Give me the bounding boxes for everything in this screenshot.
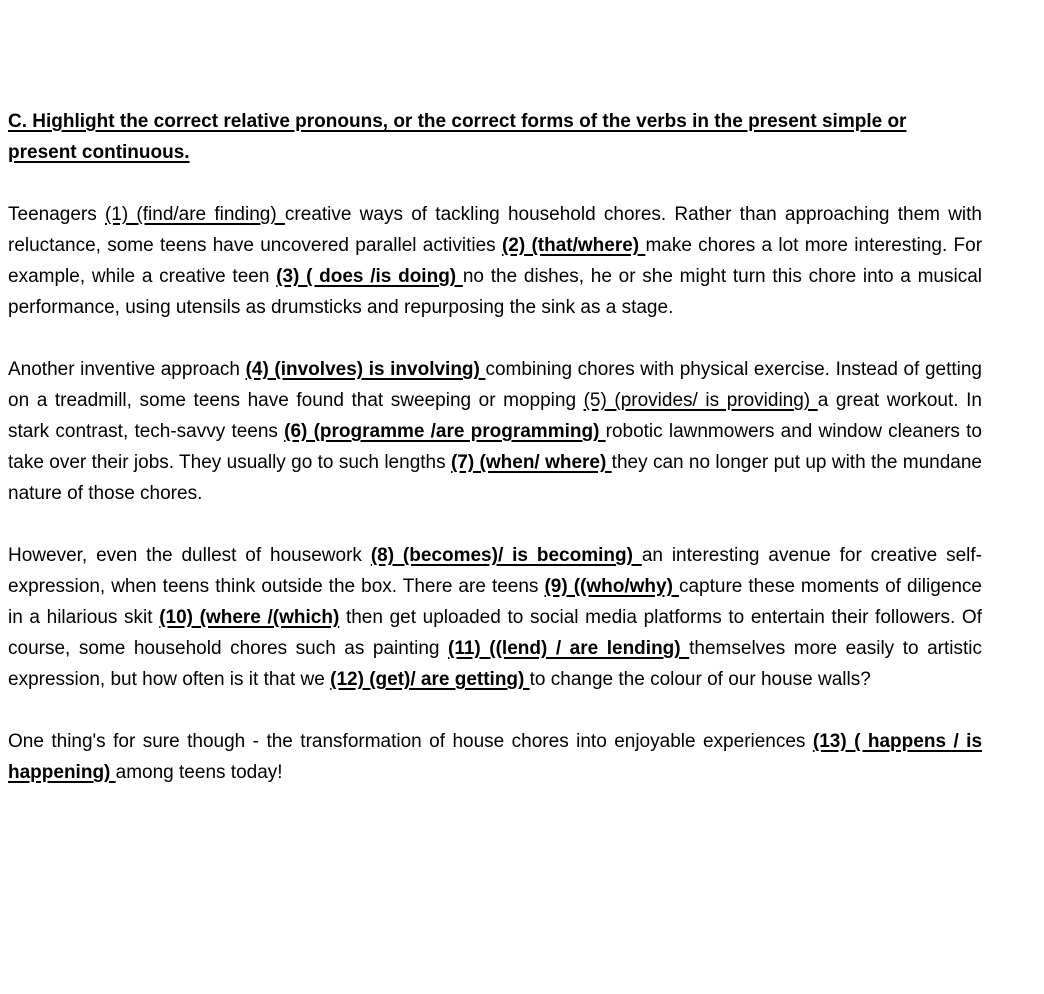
paragraph <box>8 540 982 695</box>
text-run: no the dishes, he or she might turn this chore into a musical performance, using utensils as drumsticks and repurposing the sink as a stage. <box>8 266 982 318</box>
option-4: (4) (involves) is involving) <box>245 359 486 380</box>
option-6: (6) (programme /are programming) <box>284 421 606 442</box>
text-run: Another inventive approach <box>8 359 246 380</box>
exercise-body <box>8 199 982 788</box>
option-5: (5) (provides/ is providing) <box>583 390 818 411</box>
option-13: (13) ( happens / is happening) <box>8 731 983 783</box>
text-run: to change the colour of our house walls? <box>529 669 871 690</box>
text-run: make chores a lot more interesting. For example, while a creative teen <box>8 235 983 287</box>
paragraph <box>8 726 982 788</box>
option-9: (9) ((who/why) <box>544 576 679 597</box>
text-run: combining chores with physical exercise. Instead of getting on a treadmill, some teens have found that sweeping or mopping <box>8 359 982 411</box>
option-8: (8) (becomes)/ is becoming) <box>370 545 642 566</box>
exercise-heading: C. Highlight the correct relative pronouns, or the correct forms of the verbs in the present simple or present continuous. <box>8 111 907 163</box>
text-run: among teens today! <box>115 762 283 783</box>
option-12: (12) (get)/ are getting) <box>330 669 530 690</box>
paragraph <box>8 199 982 323</box>
text-run: However, even the dullest of housework <box>8 545 371 566</box>
text-run: creative ways of tackling household chores. Rather than approaching them with reluctance, some teens have uncovered parallel activities <box>8 204 982 256</box>
option-11: (11) ((lend) / are lending) <box>448 638 690 659</box>
option-2: (2) (that/where) <box>501 235 646 256</box>
text-run: then get uploaded to social media platforms to entertain their followers. Of course, some household chores such as painting <box>8 607 982 659</box>
text-run: an interesting avenue for creative self- expression, when teens think outside the box. There are teens <box>8 545 982 597</box>
text-run: One thing's for sure though - the transformation of house chores into enjoyable experiences <box>8 731 813 752</box>
option-10: (10) (where /(which) <box>159 607 340 628</box>
text-run: Teenagers <box>8 204 105 225</box>
text-run: robotic lawnmowers and window cleaners to take over their jobs. They usually go to such lengths <box>8 421 982 473</box>
text-run: themselves more easily to artistic expression, but how often is it that we <box>8 638 982 690</box>
option-7: (7) (when/ where) <box>450 452 612 473</box>
text-run: they can no longer put up with the mundane nature of those chores. <box>8 452 982 504</box>
option-1: (1) (find/are finding) <box>104 204 285 225</box>
option-3: (3) ( does /is doing) <box>276 266 463 287</box>
text-run: capture these moments of diligence in a hilarious skit <box>8 576 982 628</box>
paragraph <box>8 354 982 509</box>
text-run: a great workout. In stark contrast, tech-savvy teens <box>8 390 982 442</box>
